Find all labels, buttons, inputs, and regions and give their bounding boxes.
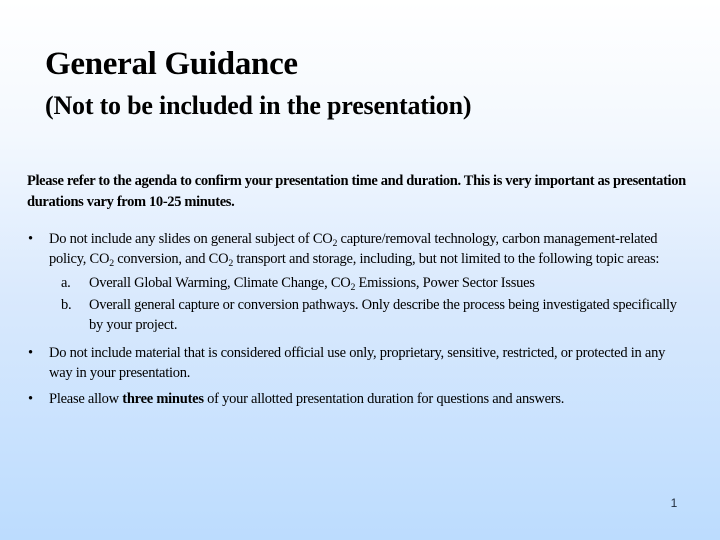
subitem-marker: a.: [61, 275, 71, 291]
bullet-icon: •: [28, 391, 33, 407]
bullet-item-restricted-material: [27, 343, 687, 383]
emphasis-three-minutes: three minutes: [122, 391, 204, 407]
bullet-text: Do not include any slides on general subject of $CO_2$ capture/removal technology, carbon management-related policy, $CO_2$ conversion, and $CO_2$ transport and storage, including, but not limited to the following topic areas:: [49, 231, 660, 269]
bullet-icon: •: [28, 345, 33, 361]
subitem-text: Overall Global Warming, Climate Change, $CO_2$ Emissions, Power Sector Issues: [89, 275, 535, 293]
bullet-list: [27, 229, 687, 415]
bullet-icon: •: [28, 231, 33, 247]
topic-sublist: [49, 273, 687, 335]
subitem-capture-pathways: [49, 295, 687, 335]
page-number: 1: [670, 496, 678, 510]
bullet-text: Please allow three minutes of your allotted presentation duration for questions and answers.: [49, 391, 565, 407]
bullet-item-co2-topics: [27, 229, 687, 335]
bullet-item-qa-time: [27, 389, 687, 409]
bullet-text: Do not include material that is considered official use only, proprietary, sensitive, restricted, or protected in any way in your presentation.: [49, 345, 666, 381]
subitem-text: Overall general capture or conversion pathways. Only describe the process being investigated specifically by your project.: [89, 297, 677, 333]
subitem-marker: b.: [61, 297, 72, 313]
slide-title: General Guidance: [45, 46, 298, 82]
intro-paragraph: Please refer to the agenda to confirm your presentation time and duration. This is very important as presentation durations vary from 10-25 minutes.: [27, 173, 686, 210]
subitem-global-warming: [49, 273, 687, 293]
slide-subtitle: (Not to be included in the presentation): [45, 91, 472, 120]
